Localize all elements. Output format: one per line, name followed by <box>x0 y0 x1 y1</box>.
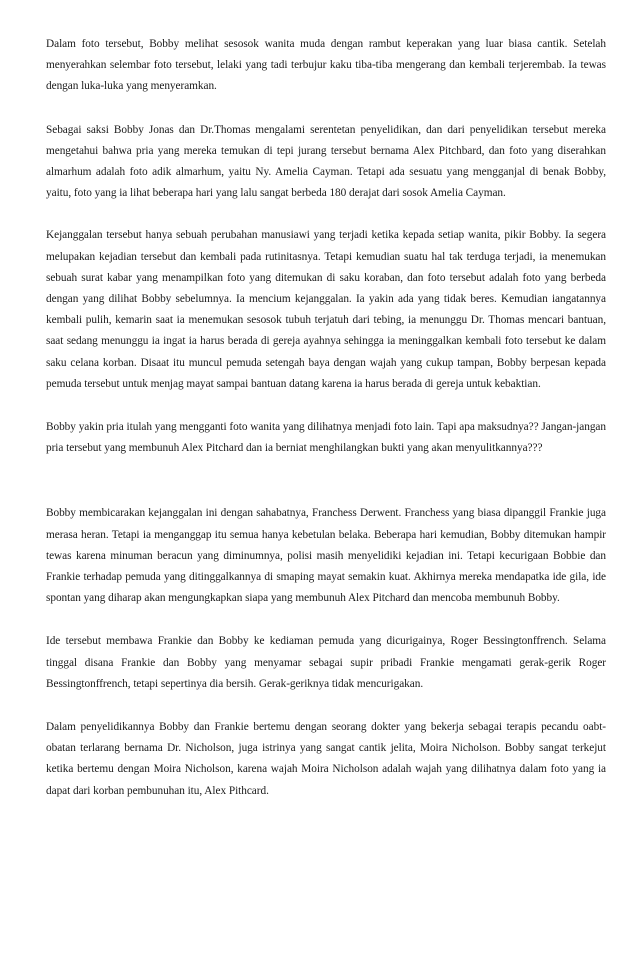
document-page <box>46 34 606 802</box>
paragraph-5: Bobby membicarakan kejanggalan ini dengan sahabatnya, Franchess Derwent. Franchess yang biasa dipanggil Frankie juga merasa heran. Tetapi ia menganggap itu semua hanya kebetulan belaka. Beberapa hari kemudian, Bobby ditemukan hampir tewas karena minuman beracun yang diminumnya, polisi masih menyelidiki kejadian ini. Tetapi kecurigaan Bobbie dan Frankie terhadap pemuda yang ditinggalkannya di smaping mayat semakin kuat. Akhirnya mereka mendapatka ide gila, ide spontan yang diharap akan mengungkapkan siapa yang membunuh Alex Pitchard dan mencoba membunuh Bobby. <box>46 507 606 605</box>
paragraph-1: Dalam foto tersebut, Bobby melihat sesosok wanita muda dengan rambut keperakan yang luar biasa cantik. Setelah menyerahkan selembar foto tersebut, lelaki yang tadi terbujur kaku tiba-tiba mengerang dan kembali terjerembab. Ia tewas dengan luka-luka yang menyeramkan. <box>46 38 606 93</box>
paragraph-3: Kejanggalan tersebut hanya sebuah perubahan manusiawi yang terjadi ketika kepada setiap wanita, pikir Bobby. Ia segera melupakan kejadian tersebut dan kembali pada rutinitasnya. Tetapi kemudian suatu hal tak terduga terjadi, ia menemukan sebuah surat kabar yang menampilkan foto yang ditemukan di saku koraban, dan foto tersebut adalah foto yang berbeda dengan yang dilihat Bobby sebelumnya. Ia mencium kejanggalan. Ia yakin ada yang tidak beres. Kemudian iangatannya kembali pulih, kemarin saat ia menemukan sesosok tubuh terjatuh dari tebing, ia menunggu Dr. Thomas mencari bantuan, saat sedang menunggu ia ingat ia harus berada di gereja ayahnya sehingga ia meninggalkan kembali foto tersebut ke dalam saku celana korban. Disaat itu muncul pemuda setengah baya dengan wajah yang cukup tampan, Bobby berpesan kepada pemuda tersebut untuk menjag mayat sampai bantuan datang karena ia harus berada di gereja untuk kebaktian. <box>46 229 606 390</box>
paragraph-4: Bobby yakin pria itulah yang mengganti foto wanita yang dilihatnya menjadi foto lain. Tapi apa maksudnya?? Jangan-jangan pria tersebut yang membunuh Alex Pitchard dan ia berniat menghilangkan bukti yang akan menyulitkannya??? <box>46 421 606 455</box>
paragraph-6: Ide tersebut membawa Frankie dan Bobby ke kediaman pemuda yang dicurigainya, Roger Bessingtonffrench. Selama tinggal disana Frankie dan Bobby yang menyamar sebagai supir pribadi Frankie mengamati gerak-gerik Roger Bessingtonffrench, tetapi sepertinya dia bersih. Gerak-geriknya tidak mencurigakan. <box>46 635 606 690</box>
paragraph-2: Sebagai saksi Bobby Jonas dan Dr.Thomas mengalami serentetan penyelidikan, dan dari penyelidikan tersebut mereka mengetahui bahwa pria yang mereka temukan di tepi jurang tersebut bernama Alex Pitchbard, dan foto yang diserahkan almarhum adalah foto adik almarhum, yaitu Ny. Amelia Cayman. Tetapi ada sesuatu yang mengganjal di benak Bobby, yaitu, foto yang ia lihat beberapa hari yang lalu sangat berbeda 180 derajat dari sosok Amelia Cayman. <box>46 123 606 200</box>
paragraph-7: Dalam penyelidikannya Bobby dan Frankie bertemu dengan seorang dokter yang bekerja sebagai terapis pecandu oabt-obatan terlarang bernama Dr. Nicholson, juga istrinya yang sangat cantik jelita, Moira Nicholson. Bobby sangat terkejut ketika bertemu dengan Moira Nicholson, karena wajah Moira Nicholson adalah wajah yang dilihatnya dalam foto yang ia dapat dari korban pembunuhan itu, Alex Pithcard. <box>46 721 606 797</box>
